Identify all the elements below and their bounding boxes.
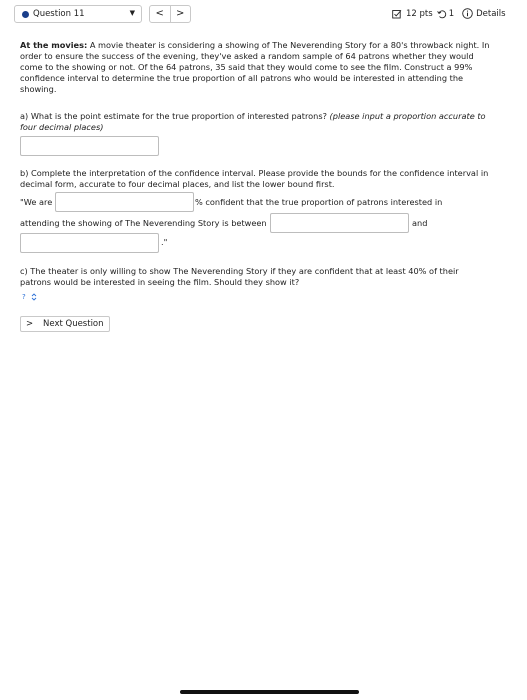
part-a-hint: (please input a proportion accurate to four decimal places) bbox=[20, 111, 486, 132]
question-toolbar bbox=[0, 0, 527, 30]
part-a bbox=[20, 111, 490, 133]
and-text: and bbox=[412, 218, 428, 228]
confident-text: % confident that the true proportion of patrons interested in bbox=[195, 197, 443, 207]
part-b bbox=[20, 168, 490, 190]
chevron-right-icon: > bbox=[26, 319, 34, 329]
retry-icon bbox=[437, 9, 447, 19]
info-icon[interactable] bbox=[462, 8, 473, 19]
question-select[interactable] bbox=[14, 5, 142, 23]
next-question-label: Next Question bbox=[43, 319, 104, 329]
problem-body: A movie theater is considering a showing of The Neverending Story for a 80's throwback night. In order to ensure the success of the evening, they've asked a random sample of 64 patrons whether they would come to the showing or not. Of the 64 patrons, 35 said that they would come to see the film. Construct a 99% confidence interval to determine the true proportion of all patrons who would be interested in attending the showing. bbox=[20, 40, 490, 94]
chevron-down-icon: ▼ bbox=[129, 9, 135, 17]
next-question-arrow-button[interactable]: > bbox=[176, 8, 185, 19]
points-label: 12 pts bbox=[406, 8, 433, 19]
point-estimate-input[interactable] bbox=[20, 136, 159, 156]
up-down-chevron-icon bbox=[31, 293, 37, 301]
part-b-question: b) Complete the interpretation of the confidence interval. Please provide the bounds for the confidence interval in decimal form, accurate to four decimal places, and list the lower bound first. bbox=[20, 168, 489, 189]
question-nav bbox=[149, 5, 191, 23]
next-question-button[interactable] bbox=[20, 316, 110, 332]
attempts-label: 1 bbox=[448, 8, 455, 19]
we-are-label: "We are bbox=[20, 197, 53, 207]
edit-checkbox-icon bbox=[392, 9, 402, 19]
question-meta bbox=[392, 8, 506, 19]
part-c bbox=[20, 266, 490, 288]
problem-title: At the movies: bbox=[20, 40, 88, 50]
problem-statement bbox=[20, 40, 490, 95]
status-dot-icon bbox=[22, 11, 29, 18]
prev-question-button[interactable]: < bbox=[150, 6, 171, 22]
lower-bound-input[interactable] bbox=[270, 213, 409, 233]
attending-text: attending the showing of The Neverending Story is between bbox=[20, 218, 267, 228]
question-label: Question 11 bbox=[33, 9, 85, 19]
home-indicator bbox=[180, 690, 359, 694]
confidence-level-input[interactable] bbox=[55, 192, 194, 212]
show-film-select-value: ? bbox=[22, 293, 26, 301]
part-c-question: c) The theater is only willing to show The Neverending Story if they are confident that at least 40% of their patrons would be interested in seeing the film. Should they show it? bbox=[20, 266, 459, 287]
upper-bound-input[interactable] bbox=[20, 233, 159, 253]
show-film-select[interactable] bbox=[20, 292, 50, 302]
details-link[interactable]: Details bbox=[476, 8, 506, 19]
part-a-question: a) What is the point estimate for the true proportion of interested patrons? bbox=[20, 111, 330, 121]
end-quote: ." bbox=[161, 237, 168, 247]
